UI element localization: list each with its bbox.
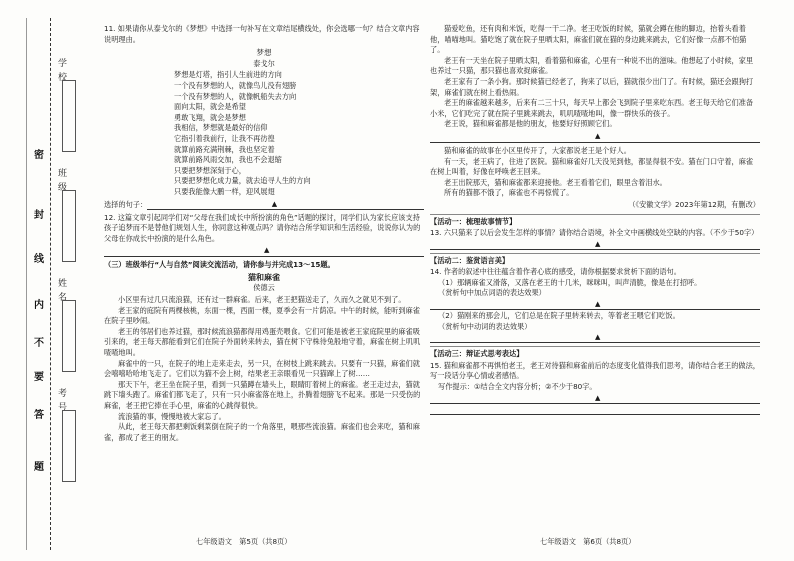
binding-char: 封 xyxy=(34,210,44,221)
story-paragraph: 老王有一天坐在院子里晒太阳，看着猫和麻雀，心里有一种说不出的滋味。他想起了小时候，家里也养过一只猫，那只猫也喜欢捉麻雀。 xyxy=(430,55,754,76)
poem-line: 面向太阳，就会是希望 xyxy=(174,102,246,112)
story-source: （《安徽文学》2023年第12期，有删改） xyxy=(628,199,760,209)
binding-char: 要 xyxy=(34,372,44,383)
activity-1-heading: 【活动一：梳理故事情节】 xyxy=(430,214,760,228)
section-3-heading: （三）班级举行“人与自然”阅读交流活动，请你参与并完成13～15题。 xyxy=(104,260,335,270)
story-paragraph: 老王家有了一条小狗。那时候猫已经老了，狗来了以后，猫就很少出门了。有时候，猫还会跟狗打架，麻雀们就在树上看热闹。 xyxy=(430,76,754,97)
binding-char: 内 xyxy=(34,300,44,311)
story-blank-line[interactable] xyxy=(430,132,760,143)
binding-char: 答 xyxy=(34,410,44,421)
poem-line: 勇敢飞翔，就会是梦想 xyxy=(174,112,246,122)
story-paragraph: 有一天，老王病了，住进了医院。猫和麻雀好几天没见到他，都显得很不安。猫在门口守着，麻雀在树上叫着，好像在呼唤老王回来。 xyxy=(430,156,754,177)
binding-char: 题 xyxy=(34,462,44,473)
answer-marker-icon: ▲ xyxy=(264,246,270,255)
question-15-requirements: 写作提示：①结合全文内容分析；②不少于80字。 xyxy=(438,382,597,392)
story-paragraph: 猫爱吃鱼，还有肉和米饭，吃得一干二净。老王吃饭的时候，猫就会蹲在他的脚边，抬着头看着他，喵喵地叫。猫吃饱了就在院子里晒太阳，麻雀们就在猫的身边跳来跳去，它们好像一点都不怕猫了。 xyxy=(430,24,747,55)
q11-choice-label: 选择的句子： xyxy=(104,199,148,209)
question-13: 13. 六只猫来了以后会发生怎样的事情？请你结合语境，补全文中画横线处空缺的内容。（不少于50字） xyxy=(430,228,759,238)
question-15: 15. 猫和麻雀都不再惧怕老王，老王对待猫和麻雀前后的态度变化值得我们思考，请你结合老王的做法，写一段话分享心情或者感悟。 xyxy=(430,360,760,381)
q11-answer-line[interactable] xyxy=(104,200,424,210)
poem-line: 就算前路充满荆棘，我也坚定着 xyxy=(174,144,275,154)
poem-line: 只要我能像大鹏一样，迎风展翅 xyxy=(174,186,275,196)
story-paragraph: 小区里有过几只流浪猫，还有过一群麻雀。后来，老王把猫送走了，久而久之就见不到了。 xyxy=(118,295,406,305)
answer-marker-icon: ▲ xyxy=(595,131,601,140)
answer-marker-icon: ▲ xyxy=(595,239,601,248)
answer-marker-icon: ▲ xyxy=(595,300,601,309)
story-paragraph: 那天下午，老王坐在院子里，看到一只猫蹲在墙头上，眼睛盯着树上的麻雀。老王走过去，猫就跳下墙头跑了。麻雀们都飞走了，只有一只小麻雀落在地上，扑腾着翅膀飞不起来。那是一只受伤的麻雀，老王把它捧在手心里，麻雀的心跳得很快。 xyxy=(104,379,421,410)
story-paragraph: 流浪猫的事，慢慢地被大家忘了。 xyxy=(118,411,226,421)
q15-answer-line[interactable] xyxy=(430,405,760,415)
poem-body xyxy=(174,70,424,197)
poem-line: 它指引着我前行，让我不再彷徨 xyxy=(174,133,275,143)
poem-line: 只要把梦想化成力量，就去追寻人生的方向 xyxy=(174,176,311,186)
story-paragraph: 老王的麻雀越来越多，后来有二三十只，每天早上都会飞到院子里来吃东西。老王每天给它们准备小米，它们吃完了就在院子里跳来跳去，叽叽喳喳地叫，像一群快乐的孩子。 xyxy=(430,98,754,118)
answer-marker-icon: ▲ xyxy=(271,199,278,208)
school-field-label: 学 校 xyxy=(56,58,66,82)
answer-marker-icon: ▲ xyxy=(595,393,601,402)
exam-number-field[interactable] xyxy=(62,410,76,482)
page-footer-left: 七年级语文 第5页（共8页） xyxy=(196,537,292,546)
q15-answer-line[interactable] xyxy=(430,394,760,404)
page-footer-right: 七年级语文 第6页（共8页） xyxy=(540,537,636,546)
poem-author: 泰戈尔 xyxy=(253,58,275,68)
class-field-label: 班 级 xyxy=(56,168,66,192)
poem-line: 就算前路风雨交加，我也不会退缩 xyxy=(174,155,282,165)
answer-marker-icon: ▲ xyxy=(595,333,601,342)
poem-line: 我相信，梦想就是最好的信仰 xyxy=(174,123,268,133)
question-14-2-hint: （赏析句中动词的表达效果） xyxy=(438,321,532,331)
poem-line: 梦想是灯塔，指引人生前进的方向 xyxy=(174,70,282,80)
story-paragraph: 从此，老王每天都把剩饭剩菜倒在院子的一个角落里，喂那些流浪猫。麻雀们也会来吃，猫和麻雀，都成了老王的朋友。 xyxy=(104,422,420,442)
binding-margin xyxy=(6,18,84,550)
activity-2-heading: 【活动二：鉴赏语言美】 xyxy=(430,253,760,267)
activity-3-heading: 【活动三：辩证式思考表达】 xyxy=(430,346,760,360)
class-field[interactable] xyxy=(62,190,76,262)
poem-line: 一个没有梦想的人，就像帆船失去方向 xyxy=(174,91,297,101)
story-paragraph: 老王出院那天，猫和麻雀都来迎接他。老王看着它们，眼里含着泪水。 xyxy=(444,177,667,187)
q14-2-answer-line[interactable] xyxy=(430,333,760,343)
story-paragraph: 老王家的庭院有两棵核桃，东面一棵，西面一棵，夏季会有一片荫凉。中午的时候，能听到麻雀在院子里吵闹。 xyxy=(104,305,420,326)
poem-line: 只要把梦想深刻于心， xyxy=(174,165,246,175)
left-page xyxy=(104,24,424,443)
story-paragraph: 所有的猫都不饿了，麻雀也不再惊慌了。 xyxy=(444,188,574,198)
right-page xyxy=(430,24,760,416)
exam-number-field-label: 考 号 xyxy=(56,388,66,412)
story-paragraph: 老王说，猫和麻雀都是他的朋友，他要好好照顾它们。 xyxy=(444,119,617,129)
question-14-1: （1）那辆麻雀又滑落，又落在老王的十几米，咪咪叫，叫声清脆，像是在打招呼。 xyxy=(438,277,702,287)
q13-answer-line[interactable] xyxy=(430,240,760,250)
question-14: 14. 作者的叙述中往往蕴含着作者心底的感受，请你根据要求赏析下面的语句。 xyxy=(430,267,681,277)
binding-char: 线 xyxy=(34,254,44,265)
question-14-1-hint: （赏析句中加点词语的表达效果） xyxy=(438,288,546,298)
question-12: 12. 这篇文章引起同学们对“父母在我们成长中所扮演的角色”话题的探讨，同学们认为家长应该支持孩子追梦而不是替他们规划人生，你同意这种观点吗？请你结合所学知识和生活经验，说说你认为的父母在你成长中扮演的是什么角色。 xyxy=(104,212,421,243)
poem-title: 梦想 xyxy=(256,48,272,58)
story-paragraph: 麻雀中的一只，在院子的地上走来走去，另一只，在树枝上跳来跳去。只要有一只猫，麻雀们就会嘻嘻哈哈地飞走了。它们以为猫不会上树，结果老王亲眼看见一只猫蹿上了树…… xyxy=(104,358,420,379)
question-11: 11. 如果请你从泰戈尔的《梦想》中选择一句补写在文章结尾横线处，你会选哪一句？结合文章内容说明理由。 xyxy=(104,24,420,44)
name-field-label: 姓 名 xyxy=(56,278,66,302)
story-paragraph: 猫和麻雀的故事在小区里传开了，大家都说老王是个好人。 xyxy=(444,145,631,155)
q12-answer-line[interactable] xyxy=(104,246,424,257)
poem-line: 一个没有梦想的人，就像鸟儿没有翅膀 xyxy=(174,80,297,90)
name-field[interactable] xyxy=(62,300,76,372)
binding-char: 不 xyxy=(34,338,44,349)
school-field[interactable] xyxy=(62,80,76,152)
binding-dashed-line xyxy=(50,18,51,550)
story-title: 猫和麻雀 xyxy=(248,272,280,282)
story-paragraph: 老王的邻居们也养过猫，那时候流浪猫都得用鸡蛋壳喂食。它们可能是被老王家庭院里的麻雀吸引来的，老王每天都能看到它们在院子外面转来转去，猫在树下守株待兔般地守着，麻雀在树上叽叽喳喳地叫。 xyxy=(104,326,421,358)
story-author: 侯德云 xyxy=(253,283,275,293)
q14-1-answer-line[interactable] xyxy=(430,300,760,310)
question-14-2: （2）猫刚来的那会儿，它们总是在院子里转来转去，等着老王喂它们吃饭。 xyxy=(438,311,680,321)
binding-solid-line xyxy=(26,18,27,550)
binding-char: 密 xyxy=(34,150,44,161)
